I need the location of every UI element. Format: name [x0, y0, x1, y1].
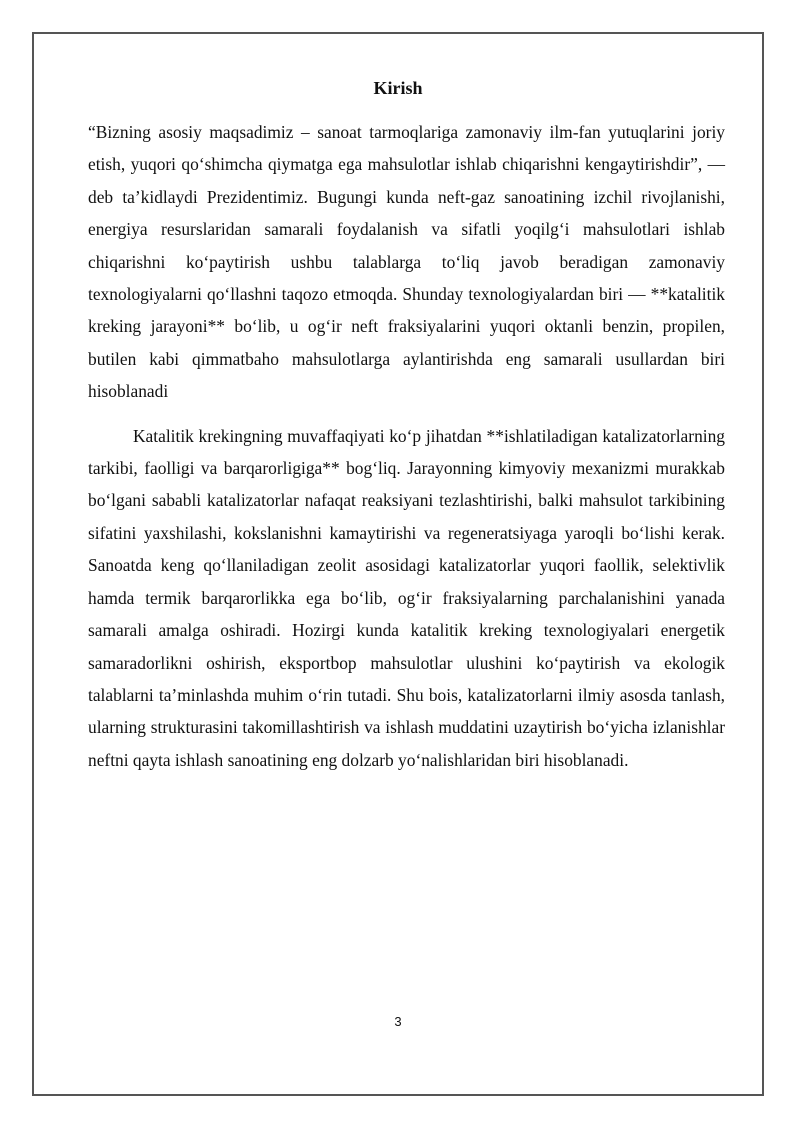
section-heading: Kirish [373, 78, 423, 98]
paragraph-intro: “Bizning asosiy maqsadimiz – sanoat tarmoqlariga zamonaviy ilm-fan yutuqlarini joriy etish, yuqori qo‘shimcha qiymatga ega mahsulotlar ishlab chiqarishni kengaytirishdir”, — deb ta’kidlaydi Prezidentimiz. Bugungi kunda neft-gaz sanoatining izchil rivojlanishi, energiya resurslaridan samarali foydalanish va sifatli yoqilg‘i mahsulotlari ishlab chiqarishni ko‘paytirish ushbu talablarga to‘liq javob beradigan zamonaviy texnologiyalarni qo‘llashni taqozo etmoqda. Shunday texnologiyalardan biri — **katalitik kreking jarayoni** bo‘lib, u og‘ir neft fraksiyalarini yuqori oktanli benzin, propilen, butilen kabi qimmatbaho mahsulotlarga aylantirishda eng samarali usullardan biri hisoblanadi [88, 122, 725, 402]
paragraph-catalysts: Katalitik krekingning muvaffaqiyati ko‘p jihatdan **ishlatiladigan katalizatorlarning tarkibi, faolligi va barqarorligiga** bog‘liq. Jarayonning kimyoviy mexanizmi murakkab bo‘lgani sababli katalizatorlar nafaqat reaksiyani tezlashtirishi, balki mahsulot tarkibining sifatini yaxshilashi, kokslanishni kamaytirishi va regeneratsiyaga yaroqli bo‘lishi kerak. Sanoatda keng qo‘llaniladigan zeolit asosidagi katalizatorlar yuqori faollik, selektivlik hamda termik barqarorlikka ega bo‘lib, og‘ir fraksiyalarning parchalanishini yanada samarali amalga oshiradi. Hozirgi kunda katalitik kreking texnologiyalari energetik samaradorlikni oshirish, eksportbop mahsulotlar ulushini ko‘paytirish va ekologik talablarni ta’minlashda muhim o‘rin tutadi. Shu bois, katalizatorlarni ilmiy asosda tanlash, ularning strukturasini takomillashtirish va ishlash muddatini uzaytirish bo‘yicha izlanishlar neftni qayta ishlash sanoatining eng dolzarb yo‘nalishlaridan biri hisoblanadi. [88, 425, 725, 770]
page-frame [32, 32, 764, 1096]
body-text [88, 116, 725, 776]
page-number: 3 [394, 1014, 402, 1029]
